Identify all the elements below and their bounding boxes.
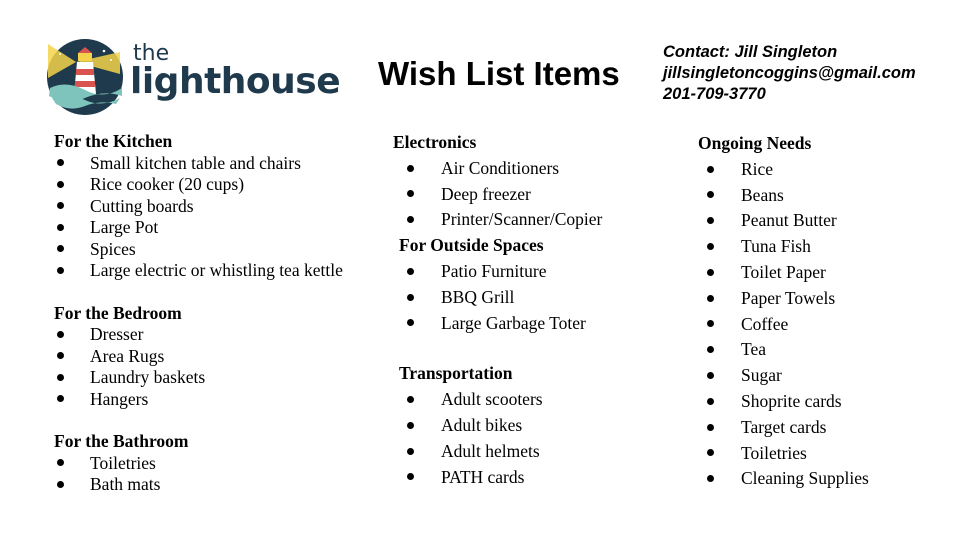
outside-list	[393, 259, 602, 336]
list-item: Cleaning Supplies	[698, 466, 869, 492]
outside-heading: For Outside Spaces	[399, 235, 544, 256]
contact-block	[663, 42, 916, 105]
page-title: Wish List Items	[378, 55, 620, 92]
list-item: Spices	[54, 239, 343, 261]
bedroom-list	[54, 324, 343, 410]
list-item: Tuna Fish	[698, 234, 869, 260]
transportation-heading: Transportation	[399, 363, 513, 384]
list-item: Rice	[698, 157, 869, 183]
transportation-list	[393, 387, 602, 490]
kitchen-list	[54, 153, 343, 282]
list-item: Dresser	[54, 324, 343, 346]
electronics-heading: Electronics	[393, 132, 477, 152]
list-item: Rice cooker (20 cups)	[54, 174, 343, 196]
lighthouse-logo	[46, 38, 341, 116]
list-item: Laundry baskets	[54, 367, 343, 389]
list-item: Tea	[698, 337, 869, 363]
ongoing-heading: Ongoing Needs	[698, 133, 812, 153]
list-item: Large electric or whistling tea kettle	[54, 260, 343, 282]
bathroom-list	[54, 453, 343, 496]
list-item: Adult helmets	[393, 439, 602, 465]
list-item: PATH cards	[393, 465, 602, 491]
list-item: Area Rugs	[54, 346, 343, 368]
list-item: Toiletries	[54, 453, 343, 475]
bathroom-heading: For the Bathroom	[54, 431, 189, 451]
list-item: Hangers	[54, 389, 343, 411]
column-equipment	[393, 130, 602, 490]
list-item: Large Garbage Toter	[393, 311, 602, 337]
list-item: Shoprite cards	[698, 389, 869, 415]
list-item: Large Pot	[54, 217, 343, 239]
list-item: Coffee	[698, 312, 869, 338]
bedroom-heading: For the Bedroom	[54, 302, 182, 323]
list-item: Deep freezer	[393, 182, 602, 208]
list-item: Patio Furniture	[393, 259, 602, 285]
list-item: Paper Towels	[698, 286, 869, 312]
ongoing-list	[698, 157, 869, 492]
list-item: Adult scooters	[393, 387, 602, 413]
contact-name: Contact: Jill Singleton	[663, 43, 838, 61]
contact-phone: 201-709-3770	[663, 85, 766, 103]
contact-email: jillsingletoncoggins@gmail.com	[663, 64, 916, 82]
list-item: Printer/Scanner/Copier	[393, 207, 602, 233]
lighthouse-icon	[46, 38, 124, 116]
logo-text-the: the	[133, 41, 170, 66]
list-item: Adult bikes	[393, 413, 602, 439]
list-item: Peanut Butter	[698, 208, 869, 234]
list-item: Air Conditioners	[393, 156, 602, 182]
list-item: Beans	[698, 183, 869, 209]
electronics-list	[393, 156, 602, 233]
column-ongoing	[698, 131, 869, 492]
list-item: Toiletries	[698, 441, 869, 467]
list-item: Toilet Paper	[698, 260, 869, 286]
list-item: Small kitchen table and chairs	[54, 153, 343, 175]
column-household	[54, 131, 343, 496]
logo-text-name: lighthouse	[130, 61, 341, 102]
list-item: BBQ Grill	[393, 285, 602, 311]
list-item: Sugar	[698, 363, 869, 389]
list-item: Target cards	[698, 415, 869, 441]
list-item: Bath mats	[54, 474, 343, 496]
list-item: Cutting boards	[54, 196, 343, 218]
kitchen-heading: For the Kitchen	[54, 131, 173, 151]
